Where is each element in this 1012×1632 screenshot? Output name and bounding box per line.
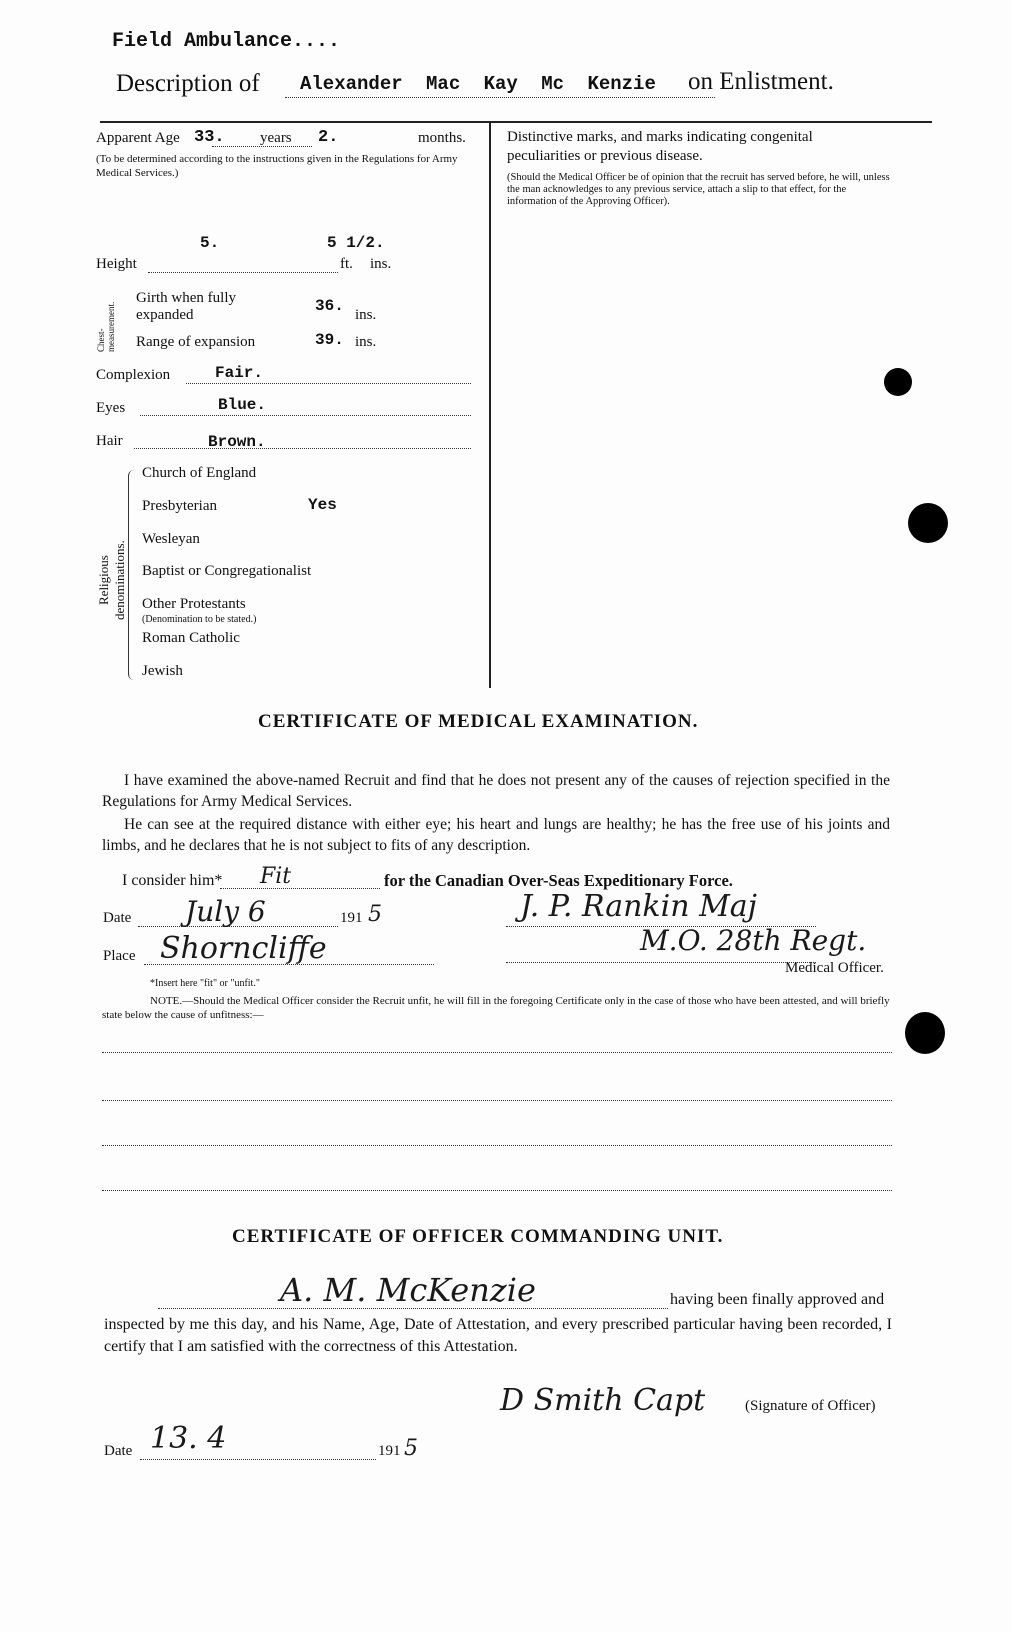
- ins-label: ins.: [370, 256, 392, 272]
- insert-note: *Insert here "fit" or "unfit.": [150, 978, 260, 989]
- commanding-certificate-text: inspected by me this day, and his Name, Age, Date of Attestation, and every prescribed particular having been recorded, I certify that I am satisfied with the correctness of this Attestation.: [104, 1316, 892, 1355]
- chest-measurement-label: Chest-measurement.: [96, 301, 116, 352]
- medical-certificate-title: CERTIFICATE OF MEDICAL EXAMINATION.: [258, 711, 699, 732]
- religion-jewish: Jewish: [142, 663, 183, 679]
- commanding-date-label: Date: [104, 1443, 133, 1459]
- eyes-label: Eyes: [96, 400, 126, 416]
- presbyterian-value: Yes: [308, 496, 337, 514]
- age-months: 2.: [318, 128, 339, 147]
- range-value: 39.: [315, 331, 344, 349]
- religion-church-of-england: Church of England: [142, 465, 257, 481]
- girth-value: 36.: [315, 297, 344, 315]
- range-label: Range of expansion: [136, 334, 256, 350]
- date-label: Date: [103, 910, 132, 926]
- girth-ins-label: ins.: [355, 307, 377, 323]
- complexion-label: Complexion: [96, 367, 171, 383]
- ft-label: ft.: [340, 256, 353, 272]
- medical-officer-signature: J. P. Rankin Maj: [520, 889, 757, 924]
- eyes-value: Blue.: [218, 396, 267, 414]
- recruit-name-handwritten: A. M. McKenzie: [280, 1271, 536, 1309]
- commanding-year-suffix: 5: [404, 1436, 418, 1461]
- unfitness-line: [102, 1100, 892, 1101]
- distinctive-marks-heading: Distinctive marks, and marks indicating congenital peculiarities or previous disease.: [507, 129, 813, 164]
- religion-roman-catholic: Roman Catholic: [142, 630, 240, 646]
- force-text: for the Canadian Over-Seas Expeditionary Force.: [384, 871, 733, 890]
- unit-name: Field Ambulance....: [112, 30, 341, 53]
- religious-denominations-label: Religious denominations.: [96, 540, 127, 620]
- range-ins-label: ins.: [355, 334, 377, 350]
- description-of-label: Description of: [116, 70, 260, 97]
- year-suffix: 5: [368, 902, 382, 927]
- fit-value: Fit: [260, 864, 292, 889]
- hair-value: Brown.: [208, 433, 266, 451]
- height-ins: 5 1/2.: [327, 234, 385, 252]
- unfitness-note: NOTE.—Should the Medical Officer consider the Recruit unfit, he will fill in the foregoing Certificate only in the case of those who have been attested, and will briefly state below the cause of unfitness:—: [102, 995, 890, 1021]
- signature-of-officer-label: (Signature of Officer): [745, 1398, 876, 1414]
- months-label: months.: [418, 130, 466, 146]
- girth-label: Girth when fully expanded: [136, 290, 236, 323]
- height-label: Height: [96, 256, 137, 272]
- religion-other-protestants: Other Protestants: [142, 596, 246, 612]
- consider-label: I consider him*: [122, 872, 223, 889]
- hair-label: Hair: [96, 433, 123, 449]
- medical-paragraph-2: He can see at the required distance with either eye; his heart and lungs are healthy; he has the free use of his joints and limbs, and he declares that he is not subject to fits of any description.: [102, 816, 890, 854]
- religion-baptist: Baptist or Congregationalist: [142, 563, 312, 579]
- enlistment-label: on Enlistment.: [688, 68, 834, 95]
- complexion-value: Fair.: [215, 364, 264, 382]
- medical-officer-label: Medical Officer.: [785, 960, 884, 976]
- place-label: Place: [103, 948, 136, 964]
- top-rule: [100, 121, 932, 123]
- examination-date: July 6: [185, 895, 266, 928]
- punch-hole: [884, 368, 912, 396]
- unfitness-line: [102, 1190, 892, 1191]
- column-divider: [489, 122, 491, 688]
- apparent-age-label: Apparent Age: [96, 130, 180, 146]
- denomination-note: (Denomination to be stated.): [142, 614, 257, 625]
- religion-wesleyan: Wesleyan: [142, 531, 200, 547]
- age-note: (To be determined according to the instructions given in the Regulations for Army Medical Services.): [96, 153, 458, 179]
- approved-text: having been finally approved and: [670, 1291, 885, 1308]
- punch-hole: [908, 503, 948, 543]
- unfitness-line: [102, 1145, 892, 1146]
- examination-place: Shorncliffe: [160, 931, 327, 966]
- religion-brace: [128, 470, 137, 680]
- commanding-date: 13. 4: [150, 1421, 227, 1456]
- religion-presbyterian: Presbyterian: [142, 498, 217, 514]
- previous-service-note: (Should the Medical Officer be of opinion that the recruit has served before, he will, unless the man acknowledges to any previous service, attach a slip to that effect, for the information of the Approving Officer).: [507, 172, 890, 207]
- medical-paragraph-1: I have examined the above-named Recruit and find that he does not present any of the causes of rejection specified in the Regulations for Army Medical Services.: [102, 772, 890, 810]
- height-ft: 5.: [200, 234, 220, 252]
- commanding-officer-signature: D Smith Capt: [500, 1383, 706, 1418]
- recruit-name: Alexander Mac Kay Mc Kenzie: [300, 73, 656, 95]
- years-label: years: [260, 130, 292, 146]
- unfitness-line: [102, 1052, 892, 1053]
- commanding-year-prefix: 191: [378, 1443, 401, 1459]
- age-years: 33.: [194, 128, 225, 147]
- punch-hole: [905, 1012, 945, 1054]
- year-prefix: 191: [340, 910, 363, 926]
- commanding-certificate-title: CERTIFICATE OF OFFICER COMMANDING UNIT.: [232, 1226, 724, 1247]
- medical-officer-rank: M.O. 28th Regt.: [640, 924, 867, 957]
